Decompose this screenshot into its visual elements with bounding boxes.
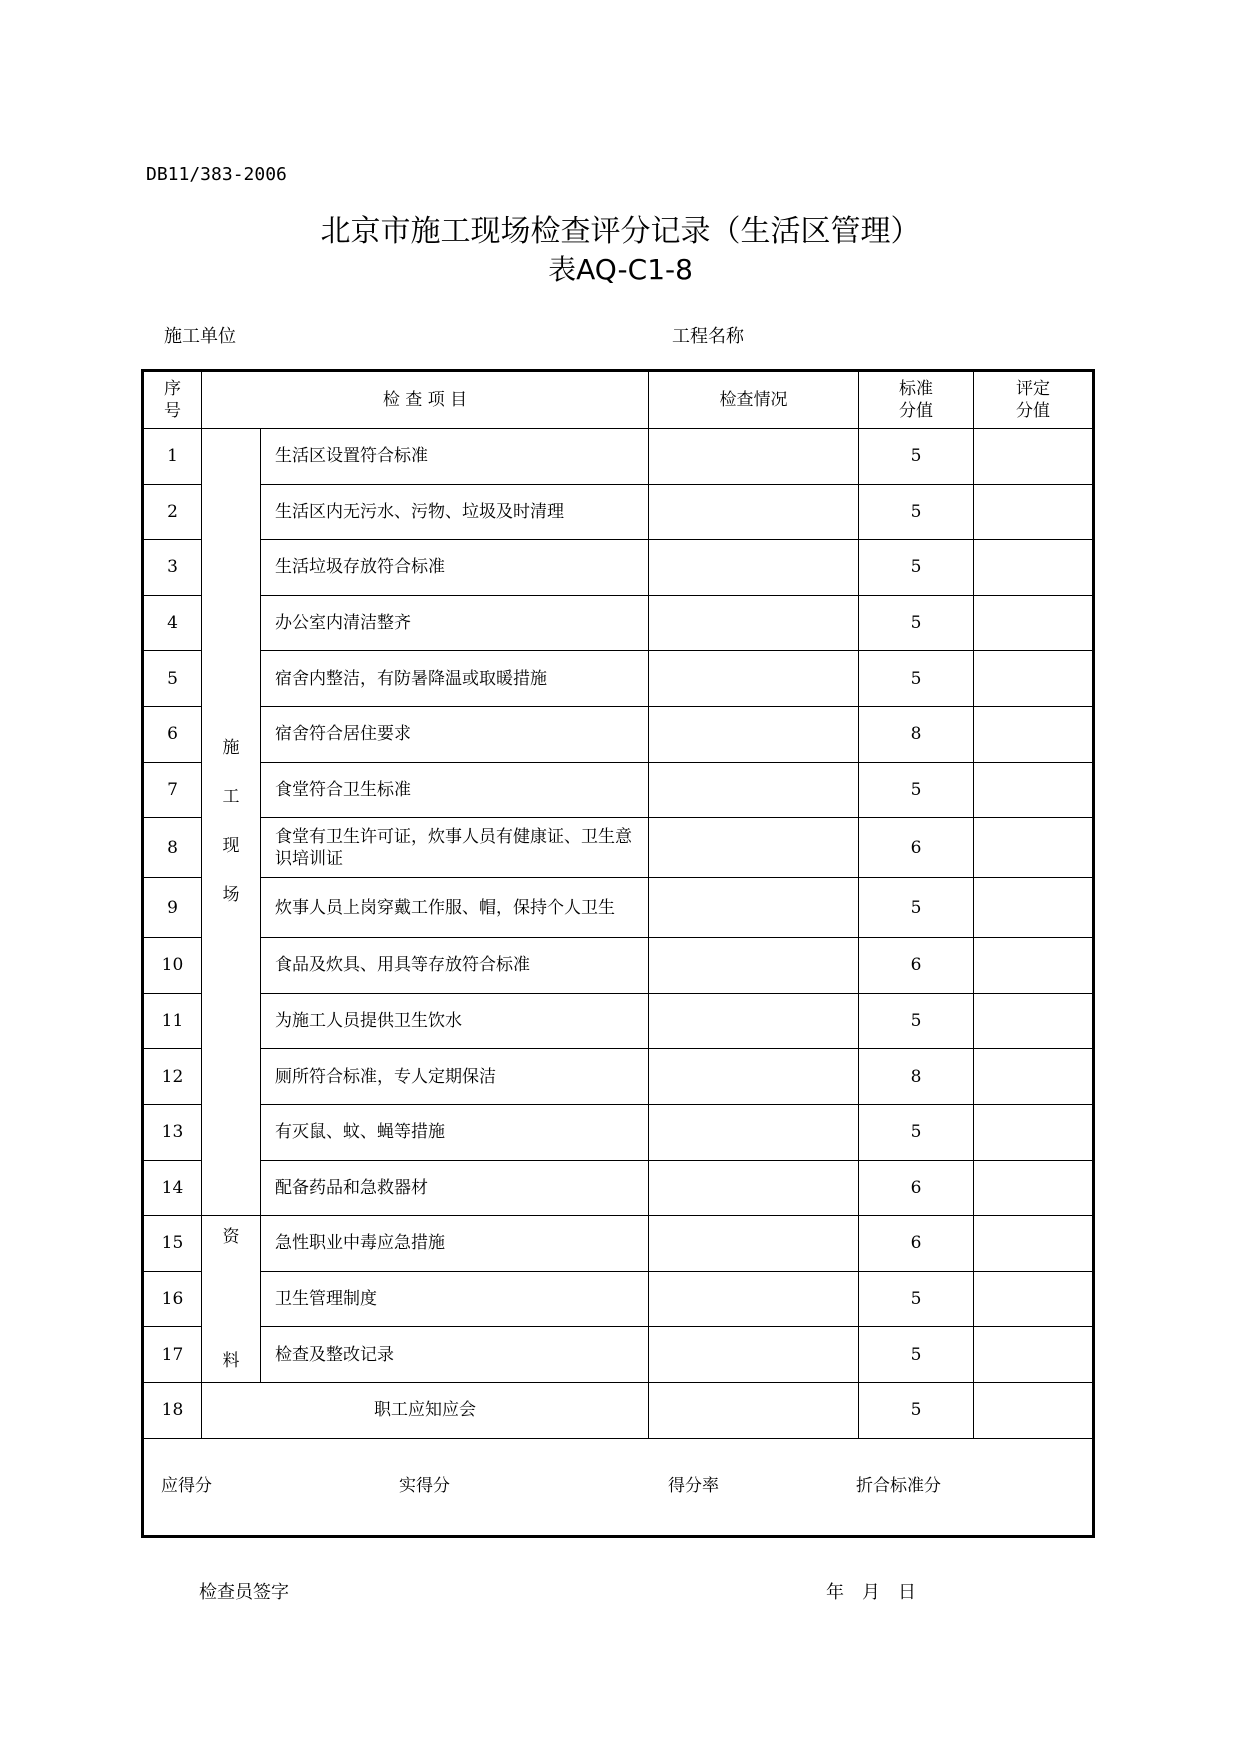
- table-row: [143, 878, 1094, 938]
- category-site: 施 工 现 场: [202, 429, 261, 1216]
- header-standard-score: 标准 分值: [859, 371, 974, 429]
- row-score: 5: [859, 762, 974, 818]
- document-number: DB11/383-2006: [146, 164, 287, 185]
- status-cell[interactable]: [649, 1271, 859, 1327]
- row-score: 5: [859, 429, 974, 485]
- row-no: 6: [143, 706, 202, 762]
- summary-cell[interactable]: [143, 1438, 1094, 1536]
- row-no: 10: [143, 938, 202, 994]
- table-row: [143, 993, 1094, 1049]
- header-no: 序 号: [143, 371, 202, 429]
- table-row: [143, 1216, 1094, 1272]
- row-item: 食堂符合卫生标准: [261, 762, 649, 818]
- row-item: 配备药品和急救器材: [261, 1160, 649, 1216]
- summary-row: [143, 1438, 1094, 1536]
- rating-cell[interactable]: [974, 762, 1094, 818]
- project-name-label: 工程名称: [672, 326, 744, 347]
- rating-cell[interactable]: [974, 1049, 1094, 1105]
- table-row: [143, 1382, 1094, 1438]
- row-score: 5: [859, 993, 974, 1049]
- row-score: 6: [859, 1160, 974, 1216]
- row-no: 17: [143, 1327, 202, 1383]
- status-cell[interactable]: [649, 1104, 859, 1160]
- row-no: 1: [143, 429, 202, 485]
- rating-cell[interactable]: [974, 878, 1094, 938]
- table-row: [143, 1049, 1094, 1105]
- row-item: 厕所符合标准，专人定期保洁: [261, 1049, 649, 1105]
- header-status: 检查情况: [649, 371, 859, 429]
- status-cell[interactable]: [649, 1160, 859, 1216]
- row-no: 7: [143, 762, 202, 818]
- row-no: 14: [143, 1160, 202, 1216]
- row-score: 6: [859, 938, 974, 994]
- status-cell[interactable]: [649, 878, 859, 938]
- table-row: [143, 429, 1094, 485]
- row-score: 5: [859, 1104, 974, 1160]
- table-row: [143, 1104, 1094, 1160]
- form-code: 表AQ-C1-8: [548, 253, 693, 286]
- status-cell[interactable]: [649, 706, 859, 762]
- rating-cell[interactable]: [974, 1160, 1094, 1216]
- rating-cell[interactable]: [974, 595, 1094, 651]
- table-header-row: [143, 371, 1094, 429]
- due-score-label: 应得分: [161, 1475, 212, 1496]
- row-item: 急性职业中毒应急措施: [261, 1216, 649, 1272]
- status-cell[interactable]: [649, 540, 859, 596]
- inspection-table: [141, 369, 1095, 1538]
- score-rate-label: 得分率: [668, 1475, 719, 1496]
- row-score: 6: [859, 1216, 974, 1272]
- status-cell[interactable]: [649, 595, 859, 651]
- header-item: 检 查 项 目: [202, 371, 649, 429]
- row-score: 5: [859, 484, 974, 540]
- rating-cell[interactable]: [974, 706, 1094, 762]
- row-item: 检查及整改记录: [261, 1327, 649, 1383]
- row-no: 8: [143, 818, 202, 878]
- rating-cell[interactable]: [974, 993, 1094, 1049]
- row-score: 8: [859, 1049, 974, 1105]
- table-row: [143, 484, 1094, 540]
- status-cell[interactable]: [649, 1382, 859, 1438]
- row-no: 18: [143, 1382, 202, 1438]
- row-item: 食品及炊具、用具等存放符合标准: [261, 938, 649, 994]
- status-cell[interactable]: [649, 993, 859, 1049]
- row-score: 6: [859, 818, 974, 878]
- row-score: 5: [859, 878, 974, 938]
- construction-unit-label: 施工单位: [164, 326, 236, 347]
- row-no: 3: [143, 540, 202, 596]
- table-row: [143, 706, 1094, 762]
- row-no: 9: [143, 878, 202, 938]
- row-item: 生活区设置符合标准: [261, 429, 649, 485]
- actual-score-label: 实得分: [399, 1475, 450, 1496]
- table-row: [143, 818, 1094, 878]
- row-no: 5: [143, 651, 202, 707]
- status-cell[interactable]: [649, 1216, 859, 1272]
- row-score: 5: [859, 595, 974, 651]
- rating-cell[interactable]: [974, 540, 1094, 596]
- header-rating-score: 评定 分值: [974, 371, 1094, 429]
- rating-cell[interactable]: [974, 938, 1094, 994]
- row-score: 5: [859, 1271, 974, 1327]
- date-label: 年 月 日: [826, 1582, 916, 1603]
- row-item: 为施工人员提供卫生饮水: [261, 993, 649, 1049]
- rating-cell[interactable]: [974, 818, 1094, 878]
- row-score: 5: [859, 1382, 974, 1438]
- status-cell[interactable]: [649, 938, 859, 994]
- row-no: 12: [143, 1049, 202, 1105]
- row-no: 13: [143, 1104, 202, 1160]
- table-row: [143, 762, 1094, 818]
- category-docs: 资 料: [202, 1216, 261, 1383]
- converted-score-label: 折合标准分: [856, 1475, 941, 1496]
- row-item: 炊事人员上岗穿戴工作服、帽，保持个人卫生: [261, 878, 649, 938]
- status-cell[interactable]: [649, 1327, 859, 1383]
- status-cell[interactable]: [649, 651, 859, 707]
- status-cell[interactable]: [649, 484, 859, 540]
- row-no: 15: [143, 1216, 202, 1272]
- inspector-signature-label: 检查员签字: [199, 1582, 289, 1603]
- rating-cell[interactable]: [974, 1327, 1094, 1383]
- table-row: [143, 540, 1094, 596]
- table-row: [143, 1160, 1094, 1216]
- status-cell[interactable]: [649, 762, 859, 818]
- row-item: 宿舍内整洁，有防暑降温或取暖措施: [261, 651, 649, 707]
- row-item: 职工应知应会: [202, 1382, 649, 1438]
- row-no: 2: [143, 484, 202, 540]
- row-item: 办公室内清洁整齐: [261, 595, 649, 651]
- rating-cell[interactable]: [974, 1382, 1094, 1438]
- page-title: 北京市施工现场检查评分记录（生活区管理）: [320, 214, 921, 249]
- row-item: 卫生管理制度: [261, 1271, 649, 1327]
- rating-cell[interactable]: [974, 429, 1094, 485]
- status-cell[interactable]: [649, 1049, 859, 1105]
- row-score: 5: [859, 1327, 974, 1383]
- table-row: [143, 595, 1094, 651]
- rating-cell[interactable]: [974, 1216, 1094, 1272]
- table-row: [143, 1327, 1094, 1383]
- row-score: 5: [859, 540, 974, 596]
- table-row: [143, 1271, 1094, 1327]
- rating-cell[interactable]: [974, 1104, 1094, 1160]
- row-score: 5: [859, 651, 974, 707]
- row-item: 食堂有卫生许可证，炊事人员有健康证、卫生意识培训证: [261, 818, 649, 878]
- row-score: 8: [859, 706, 974, 762]
- status-cell[interactable]: [649, 818, 859, 878]
- table-row: [143, 651, 1094, 707]
- table-row: [143, 938, 1094, 994]
- row-no: 16: [143, 1271, 202, 1327]
- row-no: 11: [143, 993, 202, 1049]
- status-cell[interactable]: [649, 429, 859, 485]
- row-item: 有灭鼠、蚊、蝇等措施: [261, 1104, 649, 1160]
- row-item: 生活区内无污水、污物、垃圾及时清理: [261, 484, 649, 540]
- row-item: 生活垃圾存放符合标准: [261, 540, 649, 596]
- row-no: 4: [143, 595, 202, 651]
- rating-cell[interactable]: [974, 484, 1094, 540]
- rating-cell[interactable]: [974, 651, 1094, 707]
- rating-cell[interactable]: [974, 1271, 1094, 1327]
- row-item: 宿舍符合居住要求: [261, 706, 649, 762]
